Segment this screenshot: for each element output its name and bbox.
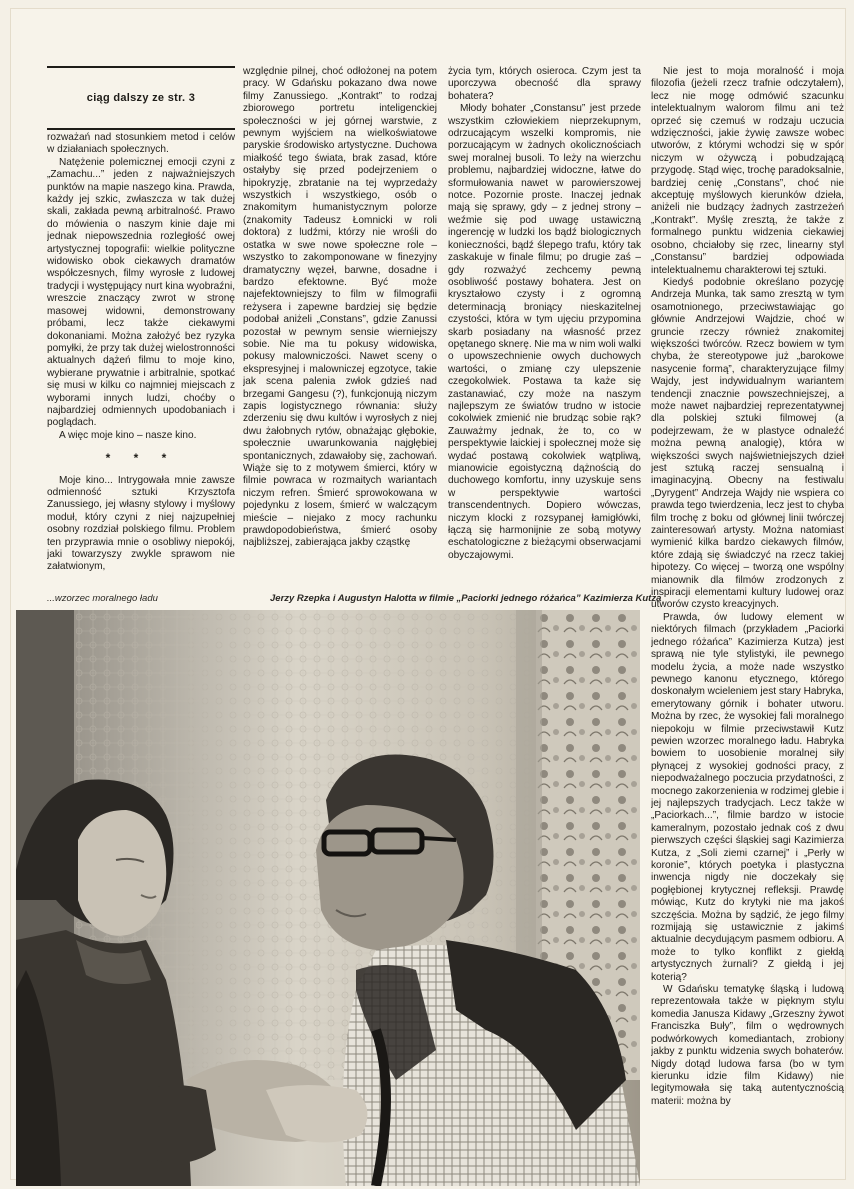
film-still-illustration (16, 610, 640, 1186)
paragraph: życia tym, których osieroca. Czym jest ta uporczywa obecność dla sprawy bohatera? (448, 66, 641, 102)
magazine-page (10, 8, 846, 1180)
paragraph: W Gdańsku tematykę śląską i ludową reprezentowała także w pięknym stylu komedia Janusza Kidawy „Grzeszny żywot Franciszka Buły”, film o wędrownych podwórkowych komediantach, zrobiony jakby z punktu widzenia swych bohaterów. Nigdy dotąd ludowa farsa (bo w tym kierunku idzie film Kidawy) nie legitymowała się taką autentycznością materii: można by (651, 984, 844, 1107)
paragraph: Moje kino... Intrygowała mnie zawsze odmienność sztuki Krzysztofa Zanussiego, jej własny stylowy i myślowy moduł, który czyni z niej najzupełniej osobny rozdział polskiego filmu. Problem ten przyprawia mnie o osobliwy niepokój, jaki towarzyszy zwykle sprawom nie załatwionym, (47, 474, 235, 573)
paragraph: rozważań nad stosunkiem metod i celów w działaniach społecznych. (47, 132, 235, 156)
paragraph: Natężenie polemicznej emocji czyni z „Zamachu...” jeden z najważniejszych punktów na mapie naszego kina. Prawda, każdy jej szkic, zwłaszcza w tak dużej skali, zakłada pewną arbitralność. Prawo do mówienia o naszym kinie daje mi jednak niepowszednia rozległość owej artystycznej topografii: wielkie polityczne widowisko obok ciekawych dramatów współczesnych, filmy wyrosłe z ludowej tradycji i występujący nurt kina wyobraźni, wreszcie znaczący zwrot w stronę masowej widowni, demonstrowany próbami, lecz także ciekawymi dokonaniami. Można założyć bez ryzyka pomyłki, że przy tak dużej wielostronności aktualnych dążeń filmu to moje kino, wybierane prywatnie i arbitralnie, spotkać się musi w kilku co najmniej miejscach z wyborami innych ludzi, choćby o najbardziej odmiennych upodobaniach i poglądach. (47, 156, 235, 429)
paragraph: Młody bohater „Constansu” jest przede wszystkim człowiekiem nieprzekupnym, odrzucającym wszelki kompromis, nie porzucającym w żadnych okolicznościach swej moralnej busoli. To leży na wierzchu problemu, najbardziej widoczne, łatwe do sformułowania nawet w parowierszowej notce. Pozornie proste. Inaczej jednak mają się sprawy, gdy – z jednej strony – weźmie się pod uwagę ustawiczną ingerencję w ludzki los bądź biologicznych konieczności, bądź ślepego trafu, który tak zaskakuje w finale filmu; po drugie zaś – gdy rozważyć zechcemy pewną osobliwość postawy bohatera. Jest on kryształowo czysty i z ogromną determinacją broniący nieskazitelnej czystości, która w tym ujęciu przypomina skarb posiadany na własność przez opętanego sknerę. Nie ma w nim woli walki o upowszechnienie owych duchowych wartości, o zmianę czy ulepszenie czegokolwiek. Postawa ta każe się zastanawiać, czy może na naszym najlepszym ze światów trudno w istocie cokolwiek zmienić nie brudząc sobie rąk? Zauważmy jednak, że to, co w perspektywie laickiej i społecznej może się wydać postawą cokolwiek wątpliwą, mianowicie egoistyczną dążnością do duchowego komfortu, inny uzyskuje sens w perspektywie wartości transcendentnych. Dopiero wówczas, niczym klocki z rozsypanej łamigłówki, łączą się harmonijnie ze sobą motywy eschatologiczne z bieżącymi obserwacjami obyczajowymi. (448, 103, 641, 561)
photo-caption-left: ...wzorzec moralnego ładu (47, 593, 158, 604)
article-column-1 (47, 66, 235, 578)
article-column-3 (448, 66, 641, 578)
column-1-text (47, 132, 235, 574)
paragraph: Kiedyś podobnie określano pozycję Andrzeja Munka, tak samo zresztą w tym osamotnionego, przeciwstawiając go głównie Andrzejowi Wajdzie, choć w gruncie rzeczy również znakomitej większości twórców. Rzecz bowiem w tym chyba, że stereotypowe już „barokowe nasycenie formą”, charakteryzujące filmy Wajdy, jest indywidualnym wariantem tendencji znacznie powszechniejszej, a może nawet najbardziej reprezentatywnej dla polskiej sztuki filmowej (a podejrzewam, że w plastyce odnaleźć można pewną analogię), która w większości swych najświetniejszych dzieł jest sztuką raczej sensualną i imaginacyjną. Obecny na festiwalu „Dyrygent” Andrzeja Wajdy nie wspiera co prawda tego twierdzenia, lecz jest to chyba film trochę z boku od głównej linii twórczej zainteresowań artysty. Można natomiast wymienić kilka bardzo ciekawych filmów, które zdają się świadczyć na rzecz takiej hipotezy. Co więcej – tworzą one wspólny mianownik dla filmów zrodzonych z inspiracji elementami kultury ludowej oraz utworów czysto kreacyjnych. (651, 276, 844, 611)
section-divider-stars: * * * (105, 451, 177, 466)
paragraph: względnie pilnej, choć odłożonej na potem pracy. W Gdańsku pokazano dwa nowe filmy Zanussiego. „Kontrakt” to rodzaj zbiorowego portretu inteligenckiej społeczności w jej górnej warstwie, z pewnym wyjściem na wielkoświatowe paryskie środowisko artystyczne. Duchowa miałkość tego świata, brak zasad, które ostałyby się przed podejrzeniem o hipokryzję, zbratanie na tej wyprzedaży wszystkich i wszystkiego, osób o znakomitym humanistycznym polorze (znakomity Tadeusz Łomnicki w roli doktora) z ludźmi, którzy nie wrośli do ostatka w swe nowe społeczne role – wszystko to zakomponowane w finezyjny dramatyczny węzeł, barwne, dosadne i bardzo efektowne. Być może najefektowniejszy to film w filmografii reżysera i zapewne bardziej się będzie podobał aniżeli „Constans”, gdzie Zanussi pozostał w pewnym sensie wierniejszy sobie. Nie ma tu pokusy widowiska, pokusy malowniczości. Nawet sceny o ekspresyjnej i malowniczej egzotyce, takie jak scena palenia zwłok gdzieś nad brzegami Gangesu (?), funkcjonują niczym zapis logistycznego równania: służy zderzeniu się dwu kultów i wyrosłych z niej dwu żałobnych rytów, obnażając głębokie, społecznie uwarunkowania najgłębiej spontanicznych, zdawałoby się, zachowań. Wiąże się to z motywem śmierci, który w filmie powraca w rozmaitych wariantach niczym refren. Śmierć sprowokowana w pojedynku z losem, śmierć w walczącym mieście – niejako z mocy rachunku prawdopodobieństwa, śmierć osoby najbliższej, zabierająca jakby cząstkę (243, 66, 437, 549)
paragraph: Nie jest to moja moralność i moja filozofia (jeżeli rzecz trafnie odczytałem), lecz nie mogę odmówić szacunku intelektualnym walorom filmu ani też oprzeć się czemuś w rodzaju uczucia wdzięczności, jakie żywię zawsze wobec utworów, z którymi wchodzi się w spór niczym w ożywczą i pobudzającą przygodę. Stąd więc, trochę paradoksalnie, bardziej cenię „Constans”, choć nie akceptuję myślowych kierunków dzieła, aniżeli nie budzący żadnych zastrzeżeń „Kontrakt”. Myślę zresztą, że także z formalnego punktu widzenia ciekawiej osobno, chciałoby się rzec, linearny styl „Constansu” bardziej odpowiada intelektualnemu charakterowi tej sztuki. (651, 66, 844, 276)
photo-caption-credit: Jerzy Rzepka i Augustyn Halotta w filmie „Paciorki jednego różańca” Kazimierza Kutza (270, 593, 662, 604)
film-still-photo (16, 610, 640, 1186)
article-column-4 (651, 66, 844, 1180)
paragraph: A więc moje kino – nasze kino. (59, 429, 197, 441)
article-column-2 (243, 66, 437, 578)
paragraph: Prawda, ów ludowy element w niektórych filmach (przykładem „Paciorki jednego różańca” Kazimierza Kutza) jest sprawą nie tyle stylistyki, ile pewnego modelu życia, a może nade wszystko pewnego kanonu etycznego, którego doskonałym wcieleniem jest stary Habryka, emerytowany górnik i bohater utworu. Można by rzec, że wysokiej fali moralnego niepokoju w filmie przeciwstawił Kutz pewien wzorzec moralnego ładu. Habryka bowiem to uosobienie moralnej siły płynącej z wysokiej godności pracy, z niepodważalnego poczucia przydatności, z mocnego zakorzenienia w rodzimej glebie i jej najlepszych tradycjach. Lecz także w „Paciorkach...”, filmie bardzo w istocie kameralnym, pozostało jednak coś z dwu pierwszych części śląskiej sagi Kazimierza Kutza, z „Soli ziemi czarnej” i „Perły w koronie”, których poetyka i plastyczna inwencja nigdy nie doczekały się pogłębionej krytycznej refleksji. Prawdę mówiąc, Kutz do krytyki nie ma jakoś szczęścia. Można by sądzić, że jego filmy rozmijają się ustawicznie z jakimś aktualnie decydującym pasmem odbioru. A może to tylko konflikt z giełdą artystycznych żurnali? Z giełdą i jej koterią? (651, 611, 844, 983)
continued-label: ciąg dalszy ze str. 3 (47, 66, 235, 130)
